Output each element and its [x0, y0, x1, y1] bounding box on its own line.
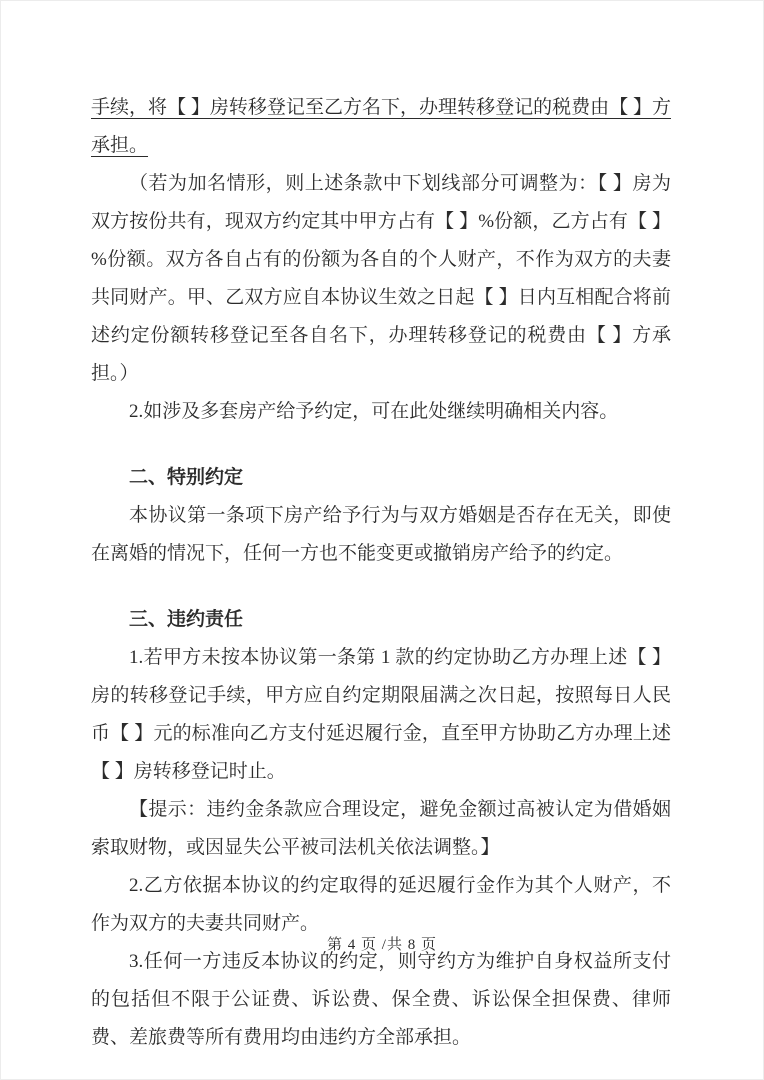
- paragraph-special-agreement-body: 本协议第一条项下房产给予行为与双方婚姻是否存在无关，即使在离婚的情况下，任何一方也不能变更或撤销房产给予的约定。: [91, 505, 671, 564]
- section-heading-special-agreement: 二、特别约定: [129, 467, 244, 488]
- paragraph-breach-clause-1: 1.若甲方未按本协议第一条第 1 款的约定协助乙方办理上述【 】房的转移登记手续，甲方应自约定期限届满之次日起，按照每日人民币【 】元的标准向乙方支付延迟履行金，直至甲方协助乙方办理上述【 】房转移登记时止。: [91, 647, 671, 782]
- paragraph-multiple-properties-note: 2.如涉及多套房产给予约定，可在此处继续明确相关内容。: [129, 401, 619, 422]
- section-heading-breach-liability: 三、违约责任: [129, 609, 244, 630]
- paragraph-penalty-tip-note: 【提示：违约金条款应合理设定，避免金额过高被认定为借婚姻索取财物，或因显失公平被司法机关依法调整。】: [91, 799, 671, 858]
- page-number: 第 4 页 /共 8 页: [327, 937, 437, 953]
- paragraph-transfer-registration-continued: 手续，将【 】房转移登记至乙方名下，办理转移登记的税费由【 】方承担。: [91, 97, 671, 156]
- paragraph-name-adding-alternative-clause: （若为加名情形，则上述条款中下划线部分可调整为：【 】房为双方按份共有，现双方约定其中甲方占有【 】%份额，乙方占有【 】%份额。双方各自占有的份额为各自的个人财产，不作为双方的夫妻共同财产。甲、乙双方应自本协议生效之日起【 】日内互相配合将前述约定份额转移登记至各自名下，办理转移登记的税费由【 】方承担。）: [91, 173, 671, 384]
- contract-body: [1, 1, 763, 1057]
- paragraph-breach-clause-2: 2.乙方依据本协议的约定取得的延迟履行金作为其个人财产，不作为双方的夫妻共同财产。: [91, 875, 671, 934]
- paragraph-breach-clause-3: 3.任何一方违反本协议的约定，则守约方为维护自身权益所支付的包括但不限于公证费、诉讼费、保全费、诉讼保全担保费、律师费、差旅费等所有费用均由违约方全部承担。: [91, 951, 671, 1048]
